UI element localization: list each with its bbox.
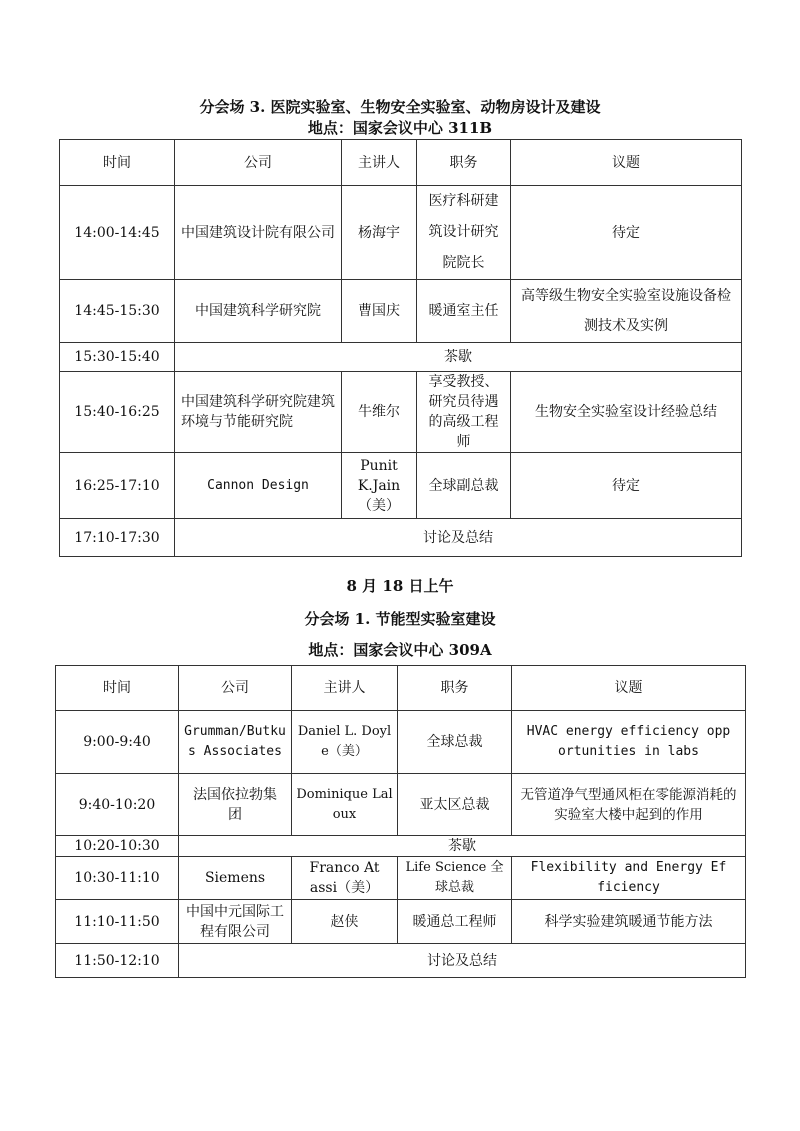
company-cell: Siemens <box>179 857 292 900</box>
position-cell: 全球副总裁 <box>417 453 511 519</box>
table-row <box>60 453 742 519</box>
speaker-cell: 曹国庆 <box>342 280 417 343</box>
time-cell: 14:00-14:45 <box>60 186 175 280</box>
session1-title: 分会场 1. 节能型实验室建设 <box>304 610 496 628</box>
topic-cell: 科学实验建筑暖通节能方法 <box>512 900 746 944</box>
speaker-cell: Daniel L. Doyle（美） <box>292 711 398 774</box>
time-cell: 15:30-15:40 <box>60 343 175 372</box>
header-speaker: 主讲人 <box>292 666 398 711</box>
header-company: 公司 <box>179 666 292 711</box>
discussion-cell: 讨论及总结 <box>175 519 742 557</box>
position-cell: 暖通室主任 <box>417 280 511 343</box>
discussion-cell: 讨论及总结 <box>179 944 746 978</box>
topic-cell: 待定 <box>511 453 742 519</box>
table-row <box>60 519 742 557</box>
header-topic: 议题 <box>512 666 746 711</box>
table-row <box>56 836 746 857</box>
company-cell: 中国中元国际工程有限公司 <box>179 900 292 944</box>
company-cell: 中国建筑科学研究院 <box>175 280 342 343</box>
day-heading: 8 月 18 日上午 <box>346 577 454 595</box>
time-cell: 10:30-11:10 <box>56 857 179 900</box>
header-time: 时间 <box>60 140 175 186</box>
session1-venue: 地点：国家会议中心 309A <box>308 641 492 659</box>
header-position: 职务 <box>417 140 511 186</box>
header-company: 公司 <box>175 140 342 186</box>
table-row <box>56 944 746 978</box>
time-cell: 9:00-9:40 <box>56 711 179 774</box>
speaker-cell: 赵侠 <box>292 900 398 944</box>
session3-title: 分会场 3. 医院实验室、生物安全实验室、动物房设计及建设 <box>199 98 601 116</box>
company-cell: 中国建筑科学研究院建筑环境与节能研究院 <box>175 372 342 453</box>
position-cell: 亚太区总裁 <box>398 774 512 836</box>
time-cell: 9:40-10:20 <box>56 774 179 836</box>
table-row <box>60 343 742 372</box>
session1-schedule-table <box>55 665 746 978</box>
time-cell: 14:45-15:30 <box>60 280 175 343</box>
table-row <box>56 711 746 774</box>
position-cell: 暖通总工程师 <box>398 900 512 944</box>
speaker-cell: 牛维尔 <box>342 372 417 453</box>
position-cell: Life Science 全球总裁 <box>398 857 512 900</box>
table-header-row <box>56 666 746 711</box>
position-cell: 医疗科研建筑设计研究院院长 <box>417 186 511 280</box>
company-cell: 中国建筑设计院有限公司 <box>175 186 342 280</box>
topic-cell: 生物安全实验室设计经验总结 <box>511 372 742 453</box>
table-row <box>56 857 746 900</box>
session3-venue: 地点：国家会议中心 311B <box>307 119 493 137</box>
header-topic: 议题 <box>511 140 742 186</box>
topic-cell: 待定 <box>511 186 742 280</box>
time-cell: 11:10-11:50 <box>56 900 179 944</box>
table-row <box>56 900 746 944</box>
table-row <box>60 280 742 343</box>
tea-break-cell: 茶歇 <box>175 343 742 372</box>
speaker-cell: Franco Atassi（美） <box>292 857 398 900</box>
time-cell: 10:20-10:30 <box>56 836 179 857</box>
table-row <box>60 372 742 453</box>
header-position: 职务 <box>398 666 512 711</box>
table-row <box>60 186 742 280</box>
time-cell: 11:50-12:10 <box>56 944 179 978</box>
speaker-cell: 杨海宇 <box>342 186 417 280</box>
company-cell: 法国依拉勃集团 <box>179 774 292 836</box>
position-cell: 全球总裁 <box>398 711 512 774</box>
header-time: 时间 <box>56 666 179 711</box>
header-speaker: 主讲人 <box>342 140 417 186</box>
speaker-cell: Dominique Laloux <box>292 774 398 836</box>
topic-cell: HVAC energy efficiency opportunities in labs <box>512 711 746 774</box>
company-cell: Grumman/Butkus Associates <box>179 711 292 774</box>
table-row <box>56 774 746 836</box>
tea-break-cell: 茶歇 <box>179 836 746 857</box>
topic-cell: Flexibility and Energy Efficiency <box>512 857 746 900</box>
time-cell: 17:10-17:30 <box>60 519 175 557</box>
topic-cell: 无管道净气型通风柜在零能源消耗的实验室大楼中起到的作用 <box>512 774 746 836</box>
company-cell: Cannon Design <box>175 453 342 519</box>
session3-schedule-table <box>59 139 742 557</box>
time-cell: 15:40-16:25 <box>60 372 175 453</box>
topic-cell: 高等级生物安全实验室设施设备检测技术及实例 <box>511 280 742 343</box>
time-cell: 16:25-17:10 <box>60 453 175 519</box>
table-header-row <box>60 140 742 186</box>
position-cell: 享受教授、研究员待遇的高级工程师 <box>417 372 511 453</box>
speaker-cell: Punit K.Jain（美） <box>342 453 417 519</box>
